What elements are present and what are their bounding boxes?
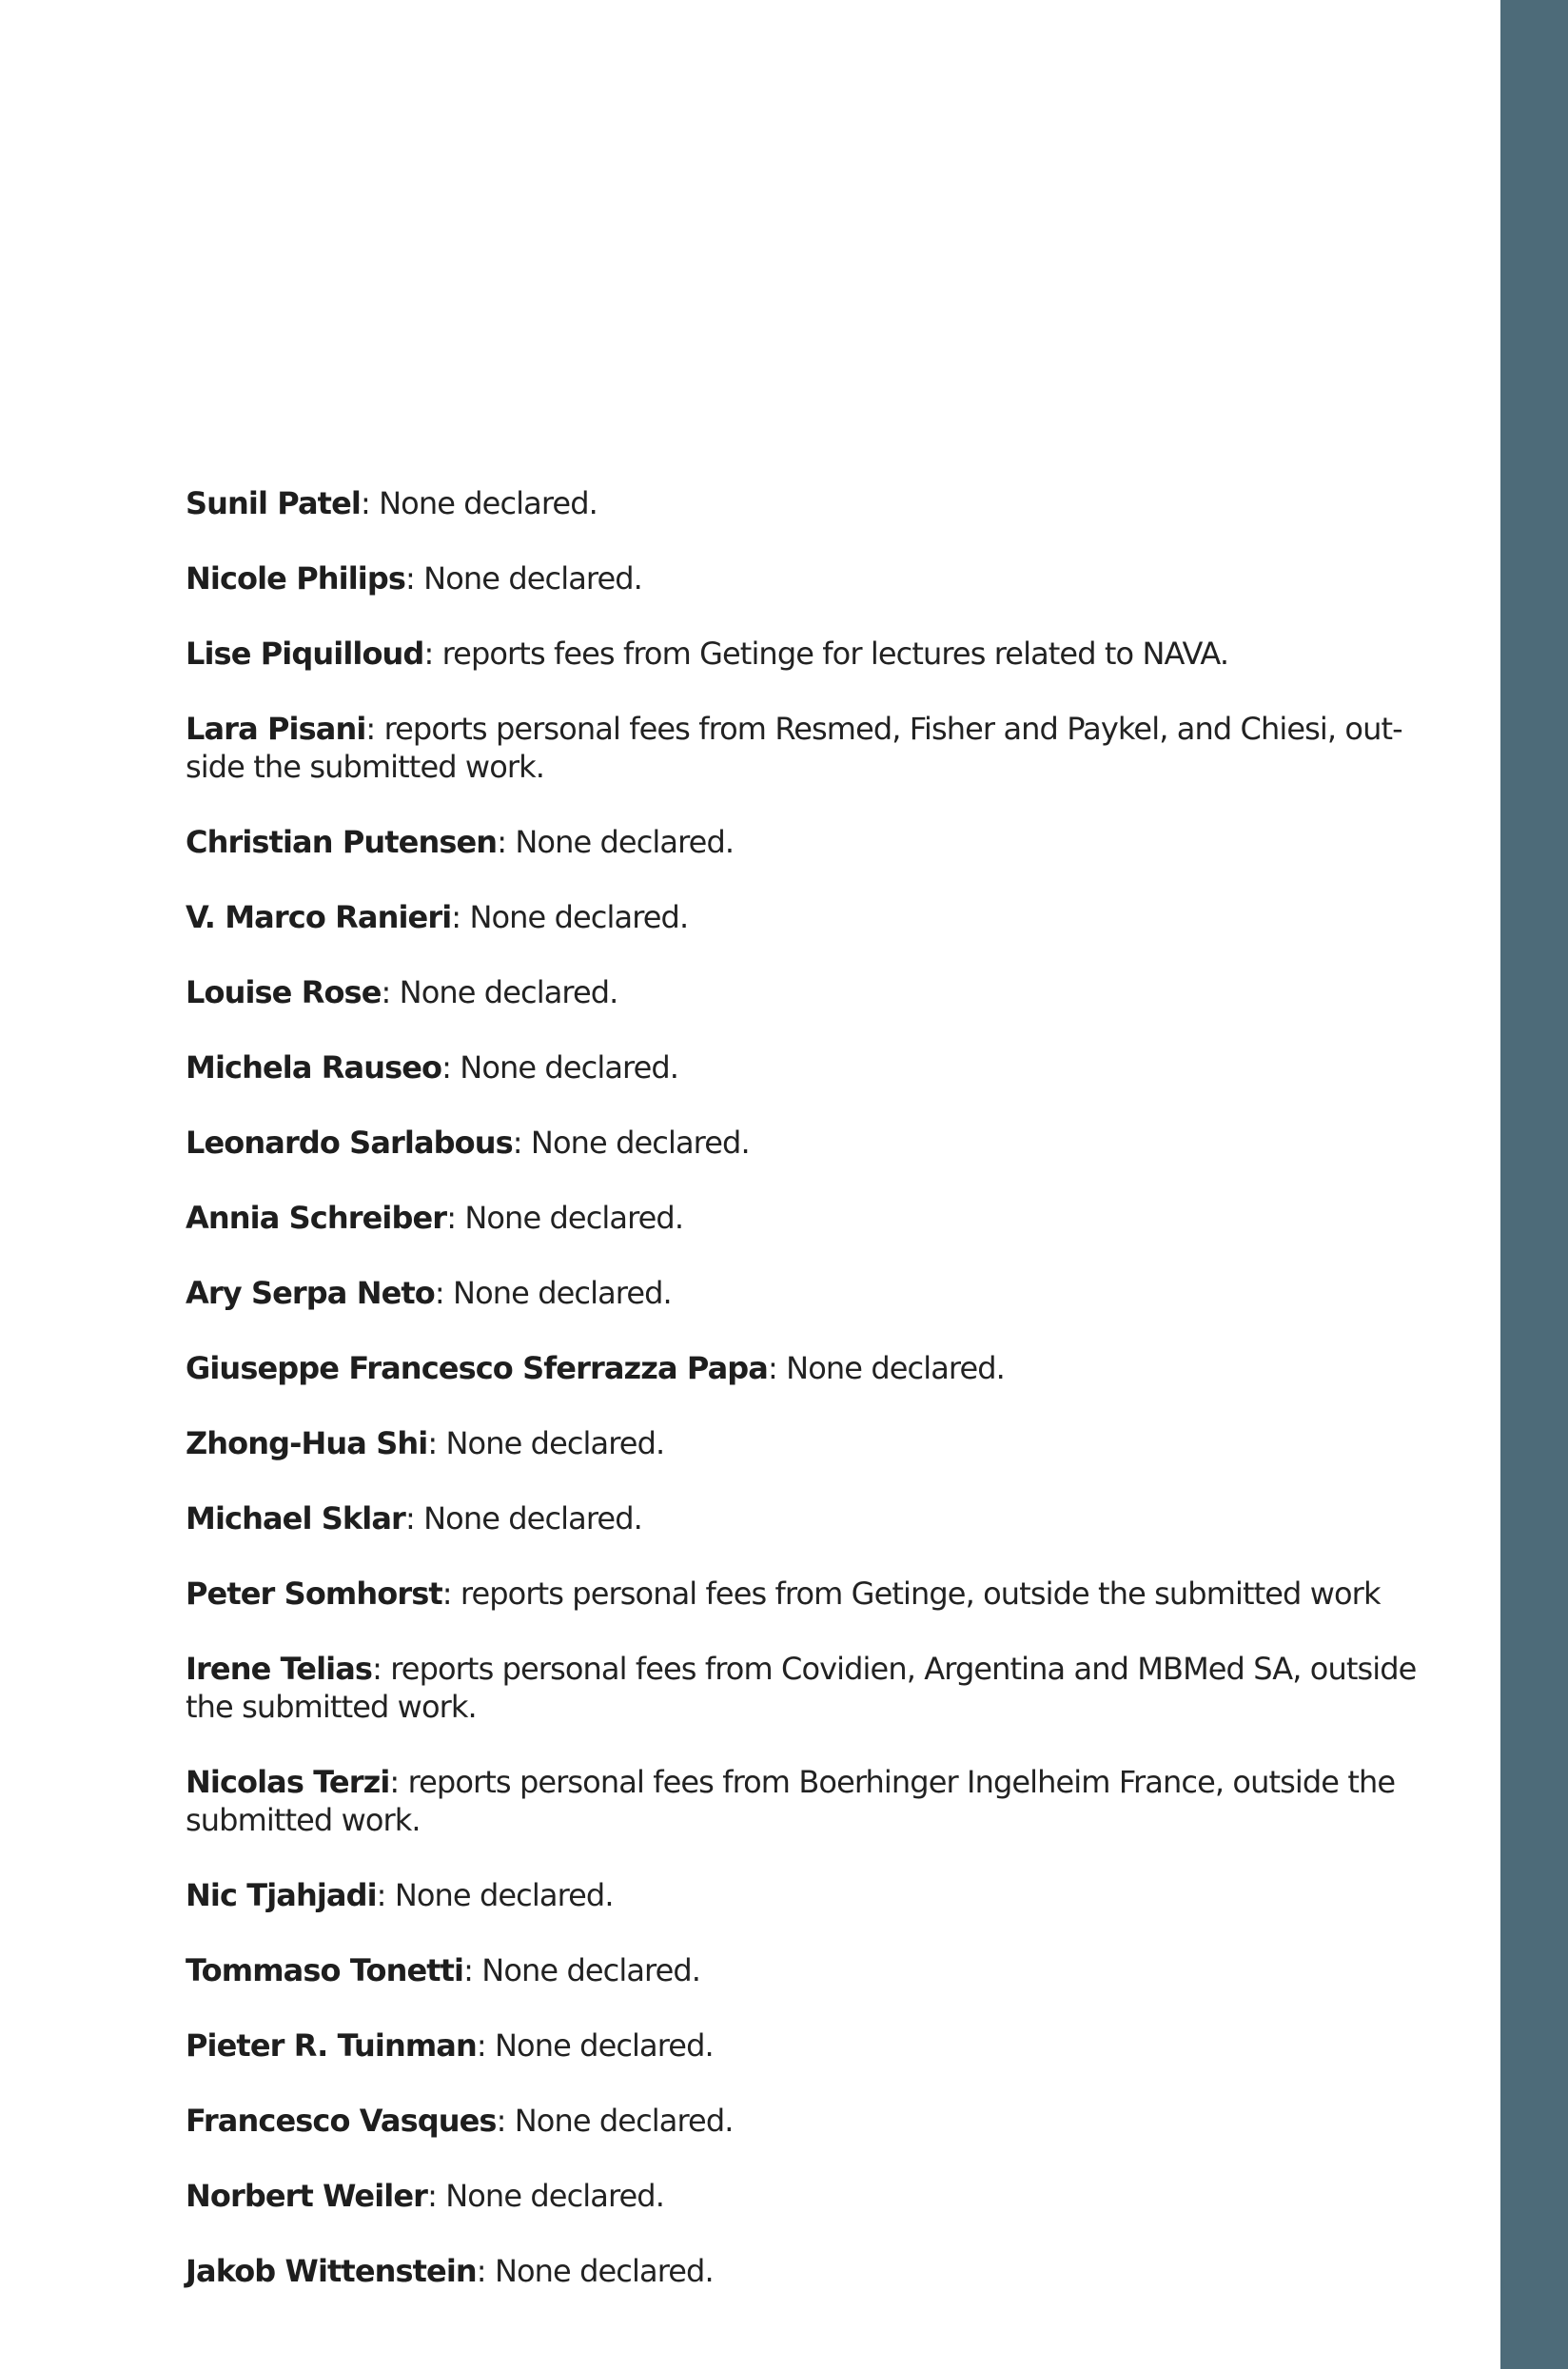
disclosure-entry — [186, 823, 1422, 861]
disclosure-entry — [186, 1048, 1422, 1087]
author-name: Leonardo Sarlabous — [186, 1125, 513, 1161]
author-name: Nic Tjahjadi — [186, 1877, 377, 1913]
disclosure-text: : reports personal fees from Getinge, outside the submitted work — [441, 1576, 1381, 1612]
disclosure-text: : None declared. — [446, 1200, 684, 1236]
author-name: Irene Telias — [186, 1651, 373, 1687]
disclosure-entry — [186, 1124, 1422, 1162]
author-name: Sunil Patel — [186, 485, 361, 521]
disclosure-text: : None declared. — [360, 485, 598, 521]
author-name: Zhong-Hua Shi — [186, 1425, 428, 1461]
disclosure-text: : None declared. — [434, 1275, 672, 1311]
disclosure-entry — [186, 1499, 1422, 1537]
author-name: Tommaso Tonetti — [186, 1952, 464, 1988]
author-name: Jakob Wittenstein — [186, 2253, 477, 2289]
author-name: Francesco Vasques — [186, 2103, 497, 2139]
disclosure-text: : None declared. — [496, 2103, 734, 2139]
disclosure-text: : None declared. — [441, 1049, 679, 1086]
author-name: Lise Piquilloud — [186, 636, 424, 672]
disclosure-entry — [186, 1951, 1422, 1989]
disclosure-entry — [186, 1650, 1422, 1726]
disclosure-text: : None declared. — [451, 899, 689, 935]
disclosure-entry — [186, 559, 1422, 597]
disclosure-entry — [186, 635, 1422, 673]
disclosure-text: : None declared. — [512, 1125, 750, 1161]
author-name: Giuseppe Francesco Sferrazza Papa — [186, 1350, 769, 1386]
disclosure-text: : None declared. — [768, 1350, 1005, 1386]
disclosure-entry — [186, 973, 1422, 1011]
disclosure-text: : None declared. — [427, 1425, 665, 1461]
disclosure-text: : None declared. — [405, 560, 642, 597]
author-name: Michela Rauseo — [186, 1049, 442, 1086]
author-name: Michael Sklar — [186, 1500, 405, 1537]
disclosure-text: : None declared. — [463, 1952, 701, 1988]
disclosure-entry — [186, 1349, 1422, 1387]
disclosure-entry — [186, 1274, 1422, 1312]
disclosure-text: : None declared. — [427, 2178, 664, 2214]
author-name: Annia Schreiber — [186, 1200, 447, 1236]
author-name: Nicole Philips — [186, 560, 406, 597]
disclosure-entry — [186, 1876, 1422, 1914]
author-name: Christian Putensen — [186, 824, 498, 860]
disclosure-text: : None declared. — [381, 974, 618, 1010]
author-name: V. Marco Ranieri — [186, 899, 452, 935]
disclosure-entry — [186, 484, 1422, 522]
author-name: Louise Rose — [186, 974, 382, 1010]
disclosure-text: : reports personal fees from Covidien, Argentina and MBMed SA, outside the submitted work. — [186, 1651, 1417, 1725]
author-name: Norbert Weiler — [186, 2178, 428, 2214]
disclosure-entry — [186, 2102, 1422, 2140]
disclosure-entry — [186, 710, 1422, 786]
disclosure-entry — [186, 2026, 1422, 2065]
disclosure-text: : None declared. — [497, 824, 735, 860]
author-name: Pieter R. Tuinman — [186, 2027, 477, 2064]
side-color-band — [1500, 0, 1568, 2369]
disclosure-entry — [186, 2177, 1422, 2215]
disclosure-entry — [186, 1575, 1422, 1613]
disclosure-list — [186, 484, 1422, 2327]
disclosure-entry — [186, 2252, 1422, 2290]
author-name: Peter Somhorst — [186, 1576, 442, 1612]
disclosure-text: : reports personal fees from Resmed, Fisher and Paykel, and Chiesi, out-side the submitted work. — [186, 711, 1402, 785]
author-name: Ary Serpa Neto — [186, 1275, 435, 1311]
disclosure-text: : reports personal fees from Boerhinger Ingelheim France, outside the submitted work. — [186, 1764, 1396, 1838]
author-name: Lara Pisani — [186, 711, 366, 747]
disclosure-entry — [186, 898, 1422, 936]
disclosure-text: : None declared. — [404, 1500, 642, 1537]
disclosure-entry — [186, 1763, 1422, 1839]
disclosure-entry — [186, 1424, 1422, 1462]
disclosure-entry — [186, 1199, 1422, 1237]
disclosure-text: : reports fees from Getinge for lectures related to NAVA. — [423, 636, 1229, 672]
disclosure-text: : None declared. — [476, 2253, 714, 2289]
disclosure-text: : None declared. — [376, 1877, 614, 1913]
disclosure-text: : None declared. — [476, 2027, 714, 2064]
author-name: Nicolas Terzi — [186, 1764, 390, 1800]
